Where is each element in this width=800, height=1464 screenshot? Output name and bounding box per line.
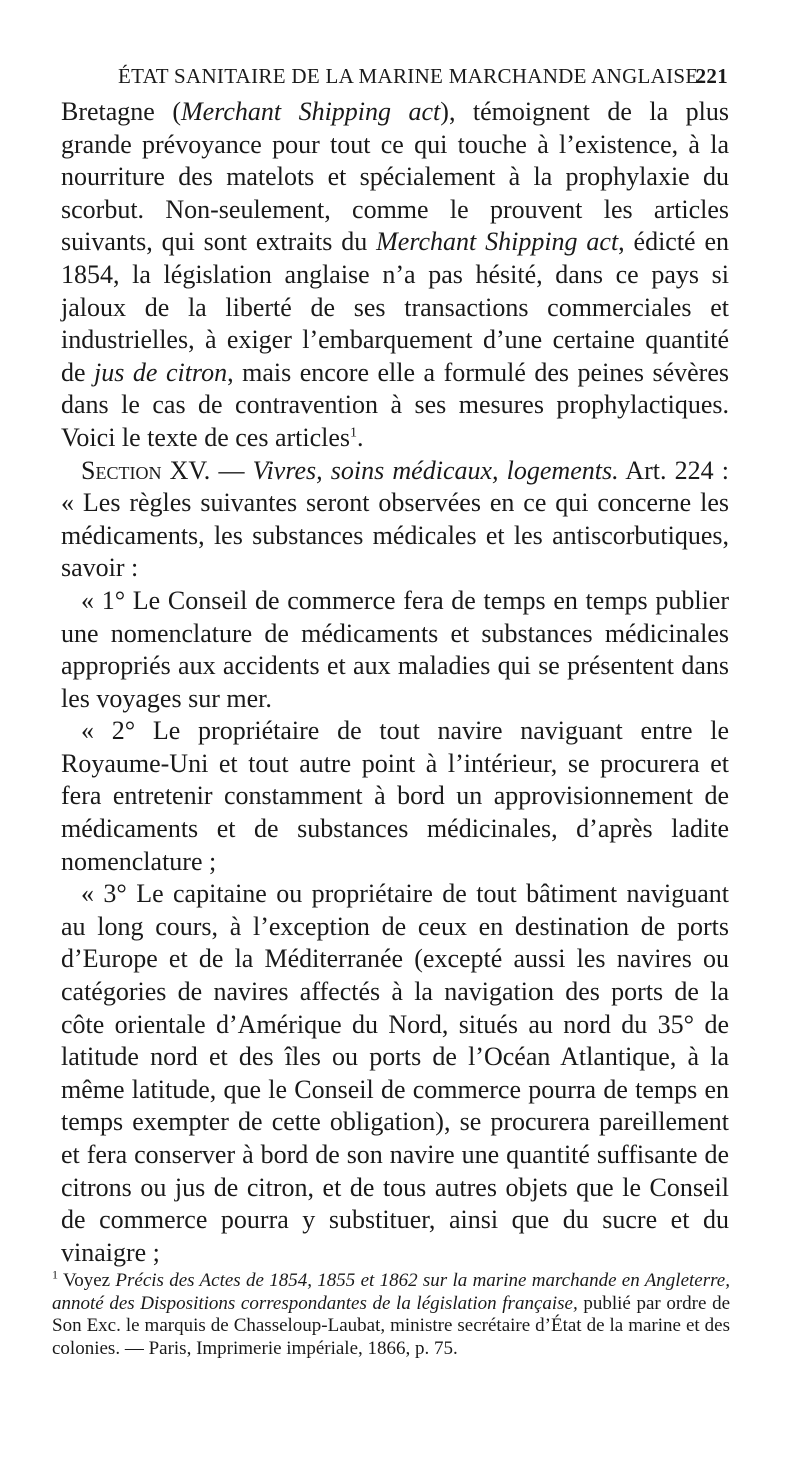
italic-title: Merchant Shipping act [180,97,441,126]
italic-title: Merchant Shipping act [376,227,619,257]
footnote-mark: 1 [52,1267,58,1282]
text-run: Art. 224 : « Les règles suivantes seront observées en ce qui concerne les médicaments, les substances médicales et les antiscorbutiques, savoir : [61,455,729,583]
text-run: , édicté en 1854, la législation anglaise n’a pas hésité, dans ce pays si jaloux de la liberté de ses transactions commerciales et industrielles, à exiger l’embarquement d’une certaine quantité de [61,227,729,387]
text-run: Bretagne ( [61,97,181,126]
paragraph-4: « 2° Le propriétaire de tout navire naviguant entre le Royaume-Uni et tout autre point à l’intérieur, se procurera et fera entretenir constamment à bord un approvisionnement de médicaments et de substances médicinales, d’après ladite nomenclature ; [61,716,729,876]
text-run: Voyez [58,1270,116,1291]
text-run: , mais encore elle a formulé des peines sévères dans le cas de contravention à ses mesures prophylactiques. Voici le texte de ces articles [61,357,729,452]
text-run: publié par ordre de Son Exc. le marquis de Chasseloup-Laubat, ministre secrétaire d’État de la marine et des colonies. — Paris, Imprimerie impériale, 1866, p. 75. [52,1292,730,1359]
footnote-text [52,1267,730,1360]
text-run: . [357,422,364,452]
paragraph-2 [61,455,729,585]
footnote-reference: 1 [350,425,358,441]
paragraph-5: « 3° Le capitaine ou propriétaire de tout bâtiment naviguant au long cours, à l’exception de ceux en destination de ports d’Europe et de la Méditerranée (excepté aussi les navires ou catégories de navires affectés à la navigation des ports de la côte orientale d’Amérique du Nord, situés au nord du 35° de latitude nord et des îles ou ports de l’Océan Atlantique, à la même latitude, que le Conseil de commerce pourra de temps en temps exempter de cette obligation), se procurera pareillement et fera conserver à bord de son navire une quantité suffisante de citrons ou jus de citron, et de tous autres objets que le Conseil de commerce pourra y substituer, ainsi que du sucre et du vinaigre ; [61,879,729,1267]
main-text [61,96,729,1269]
text-run: XV. — [161,455,253,485]
footnote [52,1267,730,1360]
italic-phrase: jus de citron [94,357,228,387]
section-label: Section [81,455,162,485]
italic-heading: Vivres, soins médicaux, logements. [252,455,619,485]
running-title: ÉTAT SANITAIRE DE LA MARINE MARCHANDE ANGLAISE. [118,64,705,88]
paragraph-3: « 1° Le Conseil de commerce fera de temps en temps publier une nomenclature de médicaments et substances médicinales appropriés aux accidents et aux maladies qui se présentent dans les voyages sur mer. [61,585,729,713]
text-run: ), témoignent de la plus grande prévoyance pour tout ce qui touche à l’existence, à la nourriture des matelots et spécialement à la prophylaxie du scorbut. Non-seulement, comme le prouvent les articles suivants, qui sont extraits du [61,97,729,257]
italic-citation: Précis des Actes de 1854, 1855 et 1862 sur la marine marchande en Angleterre, annoté des Dispositions correspondantes de la législation française, [52,1270,730,1314]
paragraph-1 [61,96,729,455]
page-number: 221 [695,64,728,88]
